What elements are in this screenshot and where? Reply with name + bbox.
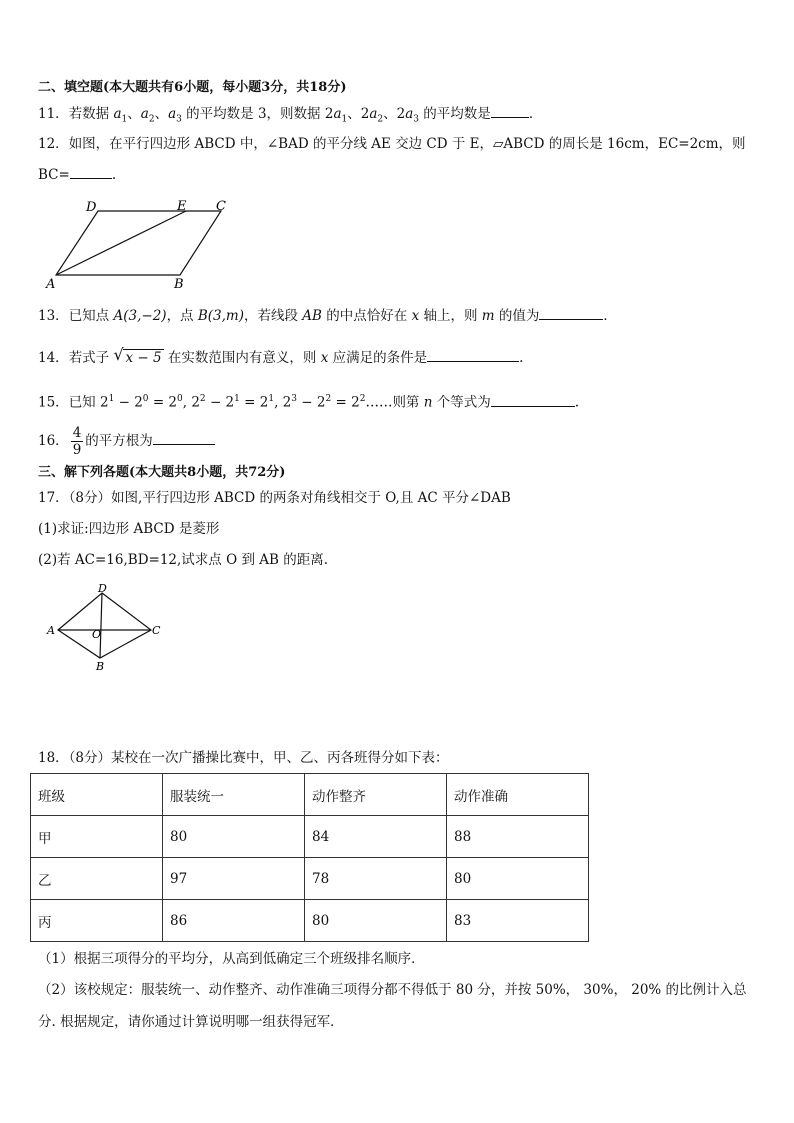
table-cell: 84 [305,816,447,858]
question-18-part2-cont: 分. 根据规定，请你通过计算说明哪一组获得冠军． [38,1014,344,1030]
question-12-cont: BC= . [38,167,117,183]
question-18-part2: （2）该校规定：服装统一、动作整齐、动作准确三项得分都不得低于 80 分，并按 50%， 30%， 20% 的比例计入总 [38,982,747,998]
question-13: 13．已知点 A(3,−2)，点 B(3,m)，若线段 AB 的中点恰好在 x 轴上，则 m 的值为 ． [38,308,617,324]
answer-blank-13[interactable] [539,307,603,320]
label-A: A [47,624,55,637]
header-cell: 动作准确 [447,774,589,816]
question-12: 12．如图，在平行四边形 ABCD 中，∠BAD 的平分线 AE 交边 CD 于 E，▱ABCD 的周长是 16cm，EC=2cm，则 [38,136,746,152]
label-B: B [96,660,105,673]
answer-blank-14[interactable] [427,349,519,362]
table-cell: 丙 [31,900,163,942]
table-cell: 83 [447,900,589,942]
header-cell: 班级 [31,774,163,816]
label-D: D [86,200,97,215]
table-cell: 80 [163,816,305,858]
header-cell: 动作整齐 [305,774,447,816]
fraction-4-9: $\frac{4}{9}$ [72,425,82,458]
table-cell: 80 [305,900,447,942]
table-cell: 甲 [31,816,163,858]
rhombus-figure [42,582,172,674]
answer-blank-16[interactable] [153,432,215,445]
question-17: 17．（8分）如图,平行四边形 ABCD 的两条对角线相交于 O,且 AC 平分∠DAB [38,490,511,506]
question-14: 14．若式子 √ x − 5 在实数范围内有意义，则 x 应满足的条件是 . [38,345,524,366]
table-cell: 乙 [31,858,163,900]
score-table [30,773,589,942]
section3-heading: 三、解下列各题(本大题共8小题，共72分) [38,465,286,480]
question-15: 15．已知 $2^1 - 2^0 = 2^0$, $2^2 - 2^1 = 2^1$, $2^3 - 2^2$ = $2^2\dots\dots$则第 n 个等式为 . [38,394,580,411]
question-17-part2: (2)若 AC=16,BD=12,试求点 O 到 AB 的距离. [38,552,328,568]
table-cell: 88 [447,816,589,858]
table-cell: 97 [163,858,305,900]
question-17-part1: (1)求证:四边形 ABCD 是菱形 [38,521,220,537]
parallelogram-figure [40,192,240,292]
label-B: B [174,277,184,292]
question-16: 16． $\frac{4}{9}$ 的平方根为 [38,424,764,458]
question-18-part1: （1）根据三项得分的平均分，从高到低确定三个班级排名顺序． [38,951,425,967]
table-row [31,816,589,858]
label-C: C [216,199,226,214]
table-header-row [31,774,589,816]
section2-heading: 二、填空题(本大题共有6小题，每小题3分，共18分) [38,80,347,95]
answer-blank-11[interactable] [491,105,529,118]
table-cell: 78 [305,858,447,900]
answer-blank-12[interactable] [70,166,112,179]
label-A: A [46,277,56,292]
label-D: D [98,582,107,595]
table-cell: 80 [447,858,589,900]
header-cell: 服装统一 [163,774,305,816]
label-C: C [152,624,161,637]
table-row [31,900,589,942]
table-cell: 86 [163,900,305,942]
label-O: O [92,628,102,641]
label-E: E [177,199,187,214]
question-11: 11．若数据 $a_1$、$a_2$、$a_3$ 的平均数是 3，则数据 $2a_1$、$2a_2$、$2a_3$ 的平均数是 ． [38,106,543,125]
question-18: 18．（8分）某校在一次广播操比赛中，甲、乙、丙各班得分如下表： [38,750,449,766]
square-root-expression: √ x − 5 [113,345,162,366]
table-row [31,858,589,900]
answer-blank-15[interactable] [491,394,575,407]
